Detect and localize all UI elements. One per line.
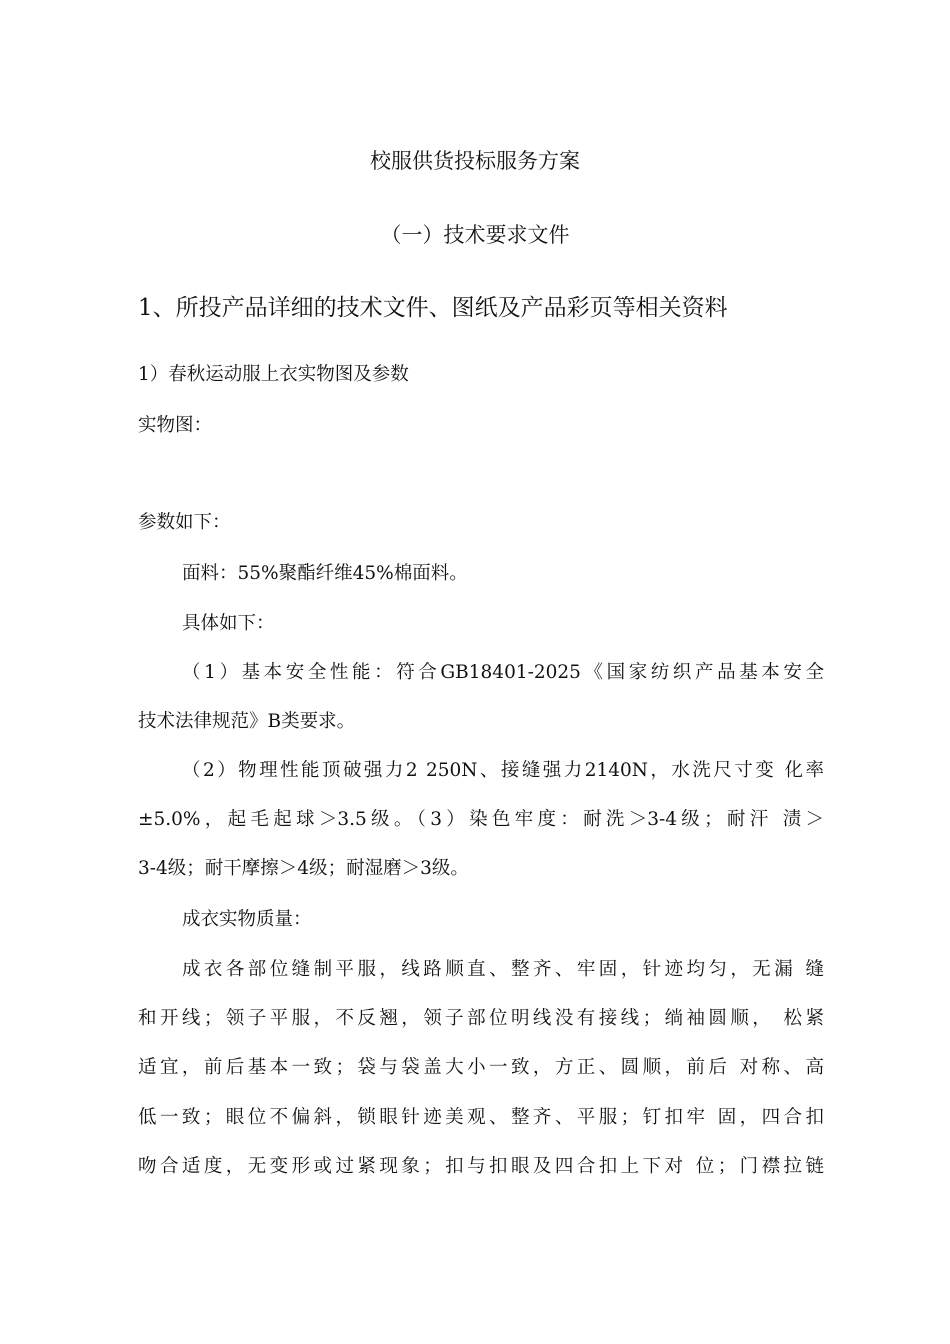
details-label: 具体如下：: [182, 613, 275, 634]
quality-line-4: 低一致；眼位不偏斜，锁眼针迹美观、整齐、平服；钉扣牢 固，四合扣: [138, 1107, 824, 1128]
quality-line-3: 适宜，前后基本一致；袋与袋盖大小一致，方正、圆顺，前后 对称、高: [138, 1057, 824, 1078]
photo-label: 实物图：: [138, 415, 213, 436]
quality-line-5: 吻合适度，无变形或过紧现象；扣与扣眼及四合扣上下对 位；门襟拉链: [138, 1156, 824, 1177]
document-title: 校服供货投标服务方案: [370, 149, 580, 173]
quality-line-2: 和开线；领子平服，不反翘，领子部位明线没有接线；绱袖圆顺， 松紧: [138, 1008, 824, 1029]
paragraph-2-line-1: （2）物理性能顶破强力2 250N、接缝强力2140N，水洗尺寸变 化率: [182, 760, 824, 781]
quality-label: 成衣实物质量：: [182, 909, 312, 930]
heading-1: 1、所投产品详细的技术文件、图纸及产品彩页等相关资料: [138, 295, 728, 321]
paragraph-1-line-1: （1）基本安全性能：符合GB18401-2025《国家纺织产品基本安全: [182, 662, 824, 683]
item-1-heading: 1）春秋运动服上衣实物图及参数: [138, 364, 409, 385]
paragraph-2-line-2: ±5.0%，起毛起球＞3.5级。（3）染色牢度：耐洗＞3-4级；耐汗 渍＞: [138, 809, 824, 830]
params-label: 参数如下：: [138, 512, 231, 533]
fabric-text: 面料：55%聚酯纤维45%棉面料。: [182, 563, 468, 584]
paragraph-2-line-3: 3-4级；耐干摩擦＞4级；耐湿磨＞3级。: [138, 858, 469, 879]
quality-line-1: 成衣各部位缝制平服，线路顺直、整齐、牢固，针迹均匀，无漏 缝: [182, 959, 824, 980]
paragraph-1-line-2: 技术法律规范》B类要求。: [138, 711, 356, 732]
section-subtitle: （一）技术要求文件: [380, 223, 570, 247]
